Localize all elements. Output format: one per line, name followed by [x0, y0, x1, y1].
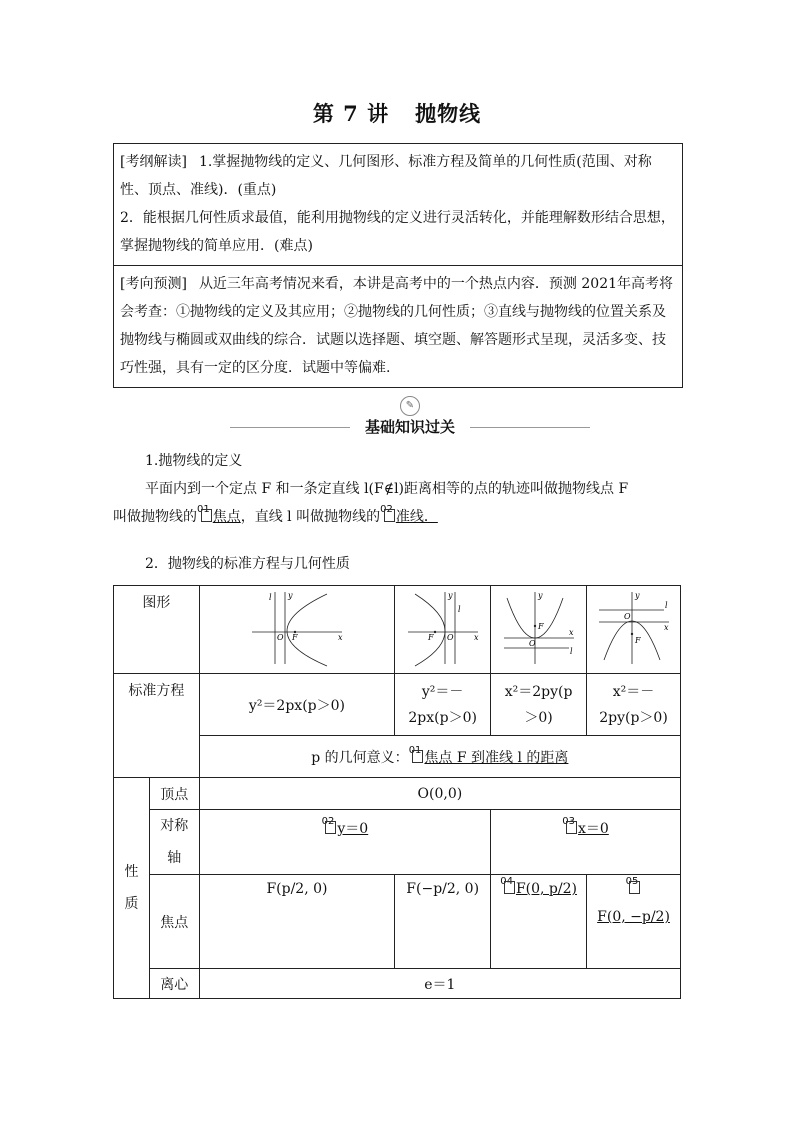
label-x: x	[473, 632, 479, 642]
p-meaning	[199, 736, 680, 778]
eccentricity-label: 离心	[149, 969, 199, 999]
equation-4-b: 2py(p＞0)	[599, 709, 668, 726]
property-label	[114, 778, 150, 999]
definition-text-a: 叫做抛物线的	[113, 509, 197, 525]
blank-number-02: 02	[321, 816, 335, 827]
p-meaning-prefix: p 的几何意义：	[311, 749, 409, 766]
label-y: y	[287, 590, 293, 600]
label-y: y	[634, 590, 640, 600]
focus-value-3	[491, 875, 587, 969]
definition-heading: 1.抛物线的定义	[145, 453, 243, 469]
row-label-equation: 标准方程	[114, 674, 200, 778]
syllabus-tag: [考纲解读]	[120, 154, 187, 170]
equation-2	[395, 674, 491, 736]
label-l: l	[569, 646, 573, 656]
focus-value-4	[587, 875, 681, 969]
section-banner	[230, 400, 590, 442]
label-x: x	[568, 627, 574, 637]
focus-answer-4: F(0, −p/2)	[597, 909, 670, 925]
syllabus-point-2: 2．能根据几何性质求最值，能利用抛物线的定义进行灵活转化，并能理解数形结合思想，掌握抛物线的简单应用．(难点)	[120, 210, 675, 254]
label-y: y	[537, 590, 543, 600]
forecast-text: 从近三年高考情况来看，本讲是高考中的一个热点内容．预测 2021年高考将会考查：①抛物线的定义及其应用；②抛物线的几何性质；③直线与抛物线的位置关系及抛物线与椭圆或双曲线的综合．试题以选择题、填空题、解答题形式呈现，灵活多变、技巧性强，具有一定的区分度．试题中等偏难.	[120, 276, 674, 376]
axis-label	[149, 810, 199, 875]
label-o: O	[528, 638, 536, 648]
label-l: l	[457, 604, 461, 614]
label-o: O	[446, 632, 454, 642]
page-title	[0, 98, 794, 128]
label-o: O	[623, 611, 631, 621]
graph-down-opening	[587, 586, 681, 674]
focus-answer-3: F(0, p/2)	[515, 881, 577, 897]
blank-answer-directrix: 准线．	[395, 509, 438, 525]
label-l: l	[268, 592, 272, 602]
p-meaning-answer: 焦点 F 到准线 l 的距离	[424, 749, 569, 766]
exam-outline-box	[113, 143, 683, 388]
syllabus-point-1: 1.掌握抛物线的定义、几何图形、标准方程及简单的几何性质(范围、对称性、顶点、准线)．(重点)	[120, 154, 652, 198]
blank-box-icon	[629, 881, 640, 894]
equation-1: y²＝2px(p＞0)	[199, 674, 395, 736]
blank-box-icon	[384, 509, 395, 522]
banner-title: 基础知识过关	[364, 418, 455, 436]
label-x: x	[337, 632, 343, 642]
blank-number-04: 04	[500, 876, 513, 887]
forecast-tag: [考向预测]	[120, 276, 187, 292]
focus-value-2: F(−p/2, 0)	[395, 875, 491, 969]
label-f: F	[291, 632, 298, 642]
equation-3-a: x²＝2py(p	[504, 683, 573, 700]
blank-number-02: 02	[380, 504, 393, 515]
equation-4	[587, 674, 681, 736]
label-f: F	[427, 632, 434, 642]
focus-value-1: F(p/2, 0)	[199, 875, 395, 969]
vertex-label: 顶点	[149, 778, 199, 810]
blank-number-03: 03	[562, 816, 576, 827]
table-heading: 2．抛物线的标准方程与几何性质	[145, 556, 350, 572]
eccentricity-value: e＝1	[199, 969, 680, 999]
equation-2-b: 2px(p＞0)	[408, 709, 477, 726]
lecture-topic: 抛物线	[415, 101, 482, 126]
row-label-figure: 图形	[114, 586, 200, 674]
equation-3	[491, 674, 587, 736]
equation-3-b: ＞0)	[524, 709, 553, 726]
blank-box-icon	[566, 821, 577, 834]
graph-left-opening	[395, 586, 491, 674]
blank-box-icon	[412, 750, 423, 763]
syllabus-section	[114, 144, 682, 265]
blank-box-icon	[201, 509, 212, 522]
label-l: l	[664, 600, 668, 610]
axis-value-horizontal	[199, 810, 490, 875]
definition-line-1: 平面内到一个定点 F 和一条定直线 l(F∉l)距离相等的点的轨迹叫做抛物线点 F	[145, 481, 629, 497]
definition-text-b: ，直线 l 叫做抛物线的	[240, 509, 381, 525]
definition-block	[113, 447, 683, 533]
blank-number-01: 01	[197, 504, 210, 515]
blank-answer-focus: 焦点	[212, 509, 241, 525]
axis-value-vertical	[491, 810, 681, 875]
blank-box-icon	[325, 821, 336, 834]
focus-label: 焦点	[149, 875, 199, 969]
definition-line-2	[113, 503, 683, 533]
axis-label-b: 轴	[167, 850, 182, 866]
forecast-section	[114, 265, 682, 387]
property-char-1: 性	[124, 864, 139, 880]
label-y: y	[447, 590, 453, 600]
blank-number-01: 01	[408, 744, 422, 756]
graph-right-opening	[199, 586, 395, 674]
lecture-number: 第 7 讲	[312, 101, 390, 126]
label-o: O	[276, 632, 284, 642]
graph-up-opening	[491, 586, 587, 674]
axis-label-a: 对称	[160, 818, 189, 834]
vertex-value: O(0,0)	[199, 778, 680, 810]
label-f: F	[537, 621, 544, 631]
axis-answer-1: y＝0	[337, 821, 369, 837]
axis-answer-2: x＝0	[578, 821, 609, 837]
blank-number-05: 05	[625, 876, 639, 887]
label-f: F	[634, 635, 641, 645]
banner-badge-icon: ✎	[400, 396, 420, 416]
equation-2-a: y²＝－	[421, 683, 464, 700]
equation-4-a: x²＝－	[612, 683, 655, 700]
label-x: x	[663, 622, 669, 632]
property-char-2: 质	[124, 896, 139, 912]
parabola-properties-table	[113, 585, 681, 999]
blank-box-icon	[504, 881, 515, 894]
